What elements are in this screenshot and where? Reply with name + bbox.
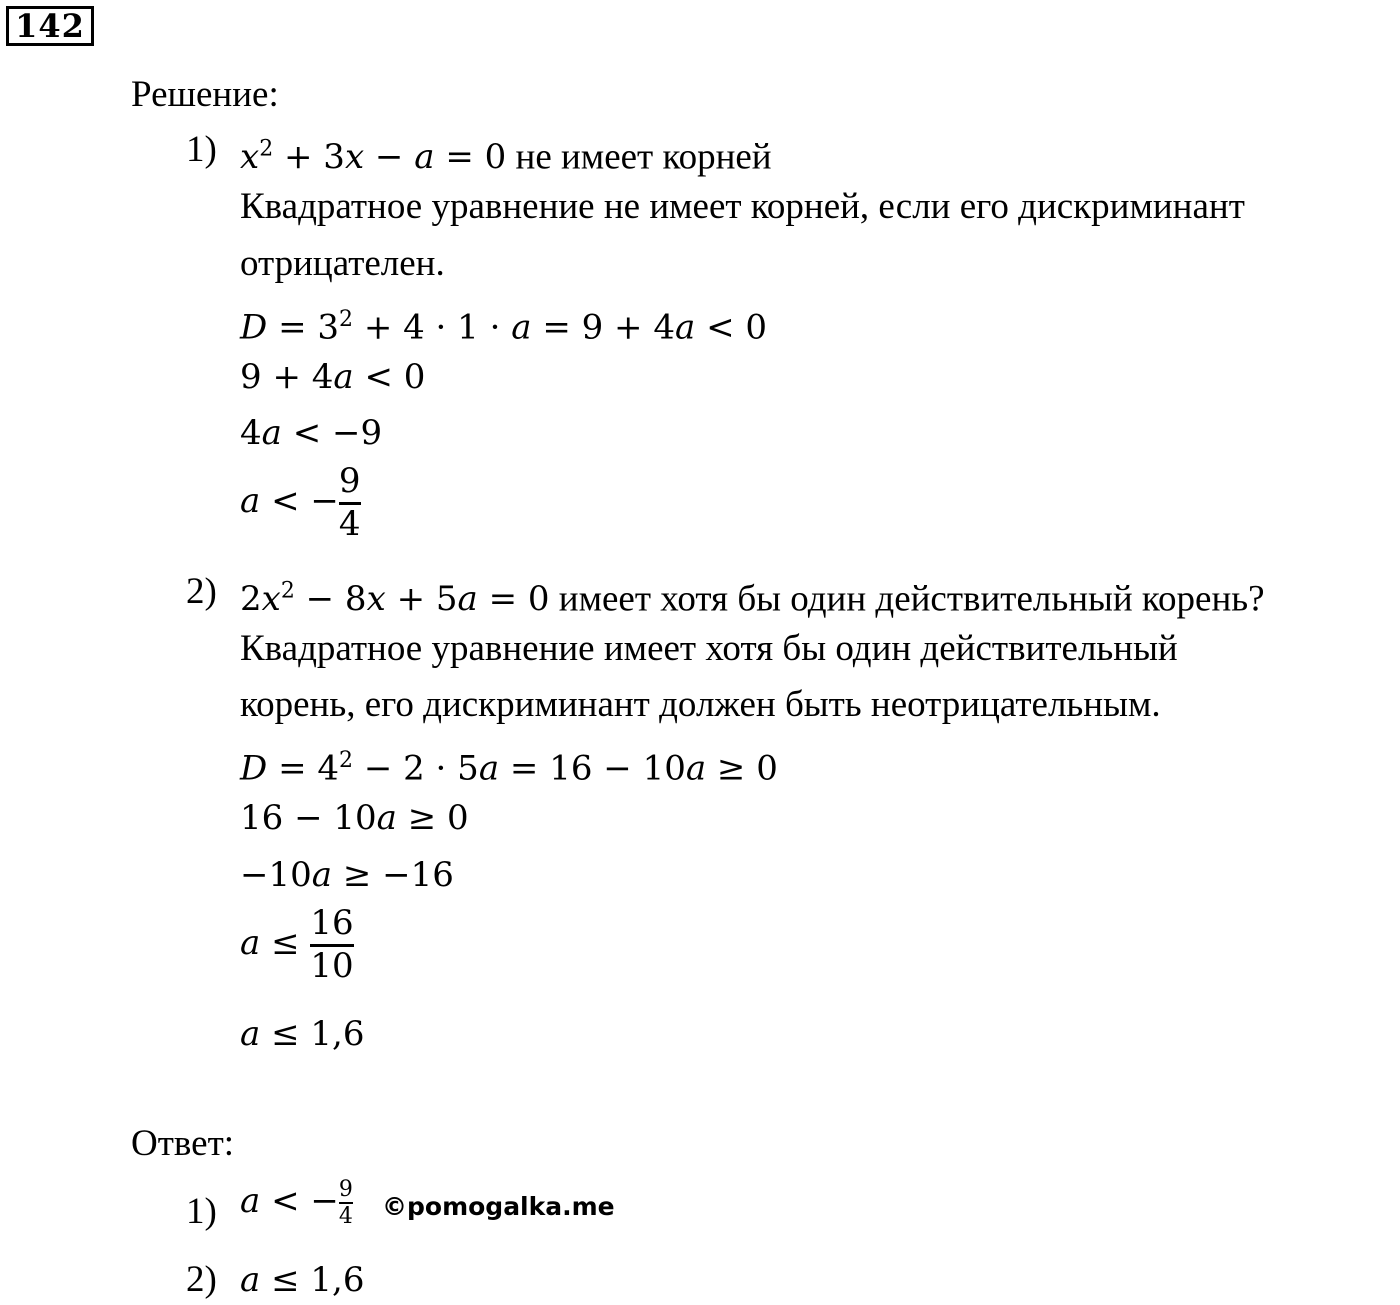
- part1-condition-text: не имеет корней: [515, 136, 772, 178]
- part2-discriminant: $D = 4^2 - 2 \cdot 5a = 16 - 10a \ge 0$: [240, 748, 778, 789]
- part1-discriminant: $D = 3^2 + 4 \cdot 1 \cdot a = 9 + 4a < 0$: [240, 307, 768, 348]
- answer1: a < − $\frac{9}{4}$: [240, 1177, 353, 1230]
- answer-label: Ответ:: [131, 1123, 235, 1164]
- part2-result: a ≤ 1,6: [240, 1014, 365, 1054]
- part1-step1: 9 + 4a < 0: [240, 357, 426, 397]
- part1-explanation-line1: Квадратное уравнение не имеет корней, если его дискриминант: [240, 186, 1245, 227]
- part2-condition: [240, 570, 1265, 621]
- answer-fraction-nine-quarters: $\frac{9}{4}$: [338, 1177, 353, 1230]
- part1-equation: $x^2 + 3x - a = 0$: [240, 137, 507, 178]
- part2-explanation-line2: корень, его дискриминант должен быть неотрицательным.: [240, 684, 1161, 725]
- fraction-nine-quarters: $\frac{9}{4}$: [338, 461, 361, 544]
- answer2-number: 2): [186, 1259, 217, 1300]
- watermark: ©pomogalka.me: [382, 1192, 615, 1221]
- part2-number: 2): [186, 571, 217, 612]
- part1-result: a < − $\frac{9}{4}$: [240, 461, 361, 544]
- part2-equation: $2x^2 - 8x + 5a = 0$: [240, 579, 550, 620]
- part2-step1: 16 − 10a ≥ 0: [240, 798, 469, 838]
- part1-number: 1): [186, 129, 217, 170]
- part2-step2: −10a ≥ −16: [240, 855, 454, 895]
- answer2: a ≤ 1,6: [240, 1260, 365, 1300]
- part2-condition-text: имеет хотя бы один действительный корень?: [558, 578, 1265, 620]
- part1-condition: [240, 128, 772, 179]
- part1-explanation-line2: отрицателен.: [240, 243, 445, 284]
- fraction-sixteen-tenths: $\frac{16}{10}$: [310, 903, 354, 986]
- solution-label: Решение:: [131, 74, 279, 115]
- part2-explanation-line1: Квадратное уравнение имеет хотя бы один действительный: [240, 628, 1178, 669]
- problem-number: 142: [6, 6, 94, 46]
- part2-step3: a ≤ $\frac{16}{10}$: [240, 903, 354, 986]
- part1-step2: 4a < −9: [240, 413, 383, 453]
- answer1-number: 1): [186, 1191, 217, 1232]
